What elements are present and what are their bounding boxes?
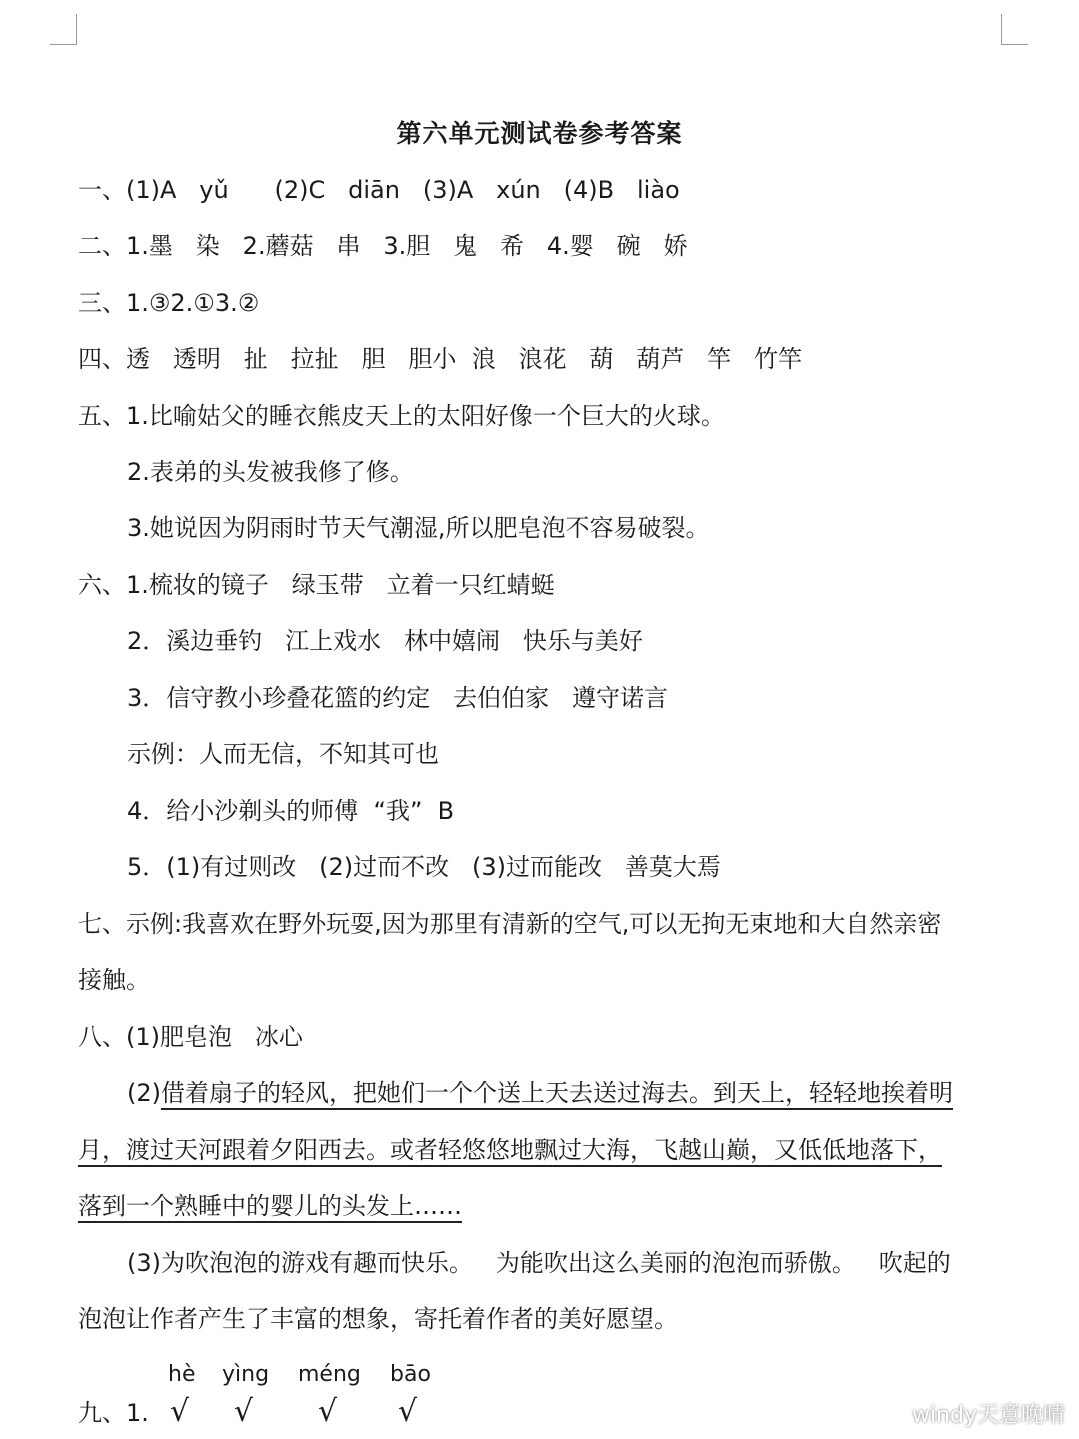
underlined-quote: 落到一个熟睡中的婴儿的头发上……	[78, 1192, 462, 1223]
answer-section-7-line-2: 接触。	[78, 966, 150, 994]
checkmark-icon: √	[398, 1394, 418, 1429]
watermark: windy天意晚晴	[911, 1403, 1065, 1428]
answer-section-8-item-2-line-2	[78, 1135, 942, 1165]
answer-section-9: 九、1.	[78, 1399, 149, 1427]
underlined-quote: 月，渡过天河跟着夕阳西去。或者轻悠悠地飘过大海，飞越山巅，又低低地落下，	[78, 1136, 942, 1167]
answer-section-8-item-3-line-1: (3)为吹泡泡的游戏有趣而快乐。 为能吹出这么美丽的泡泡而骄傲。 吹起的	[127, 1249, 951, 1277]
answer-section-6-item-2: 2．溪边垂钓 江上戏水 林中嬉闹 快乐与美好	[127, 627, 643, 655]
answer-section-4: 四、透 透明 扯 拉扯 胆 胆小 浪 浪花 葫 葫芦 竿 竹竿	[78, 345, 803, 373]
answer-section-5-item-1: 五、1.比喻姑父的睡衣熊皮天上的太阳好像一个巨大的火球。	[78, 402, 725, 430]
page-corner-mark	[1001, 14, 1028, 45]
answer-section-2: 二、1.墨 染 2.蘑菇 串 3.胆 鬼 希 4.婴 碗 娇	[78, 232, 688, 260]
answer-section-8-item-1: 八、(1)肥皂泡 冰心	[78, 1023, 303, 1051]
answer-section-3: 三、1.③2.①3.②	[78, 289, 260, 317]
item-number: (2)	[127, 1079, 161, 1107]
answer-section-8-item-2-line-1	[127, 1078, 953, 1108]
answer-section-8-item-3-line-2: 泡泡让作者产生了丰富的想象，寄托着作者的美好愿望。	[78, 1305, 678, 1333]
answer-section-5-item-3: 3.她说因为阴雨时节天气潮湿,所以肥皂泡不容易破裂。	[127, 514, 710, 542]
page-corner-mark	[50, 14, 77, 45]
answer-section-8-item-2-line-3	[78, 1191, 462, 1221]
pinyin-label: méng	[298, 1362, 361, 1387]
answer-section-1: 一、(1)A yǔ (2)C diān (3)A xún (4)B liào	[78, 176, 680, 204]
answer-section-6-item-4: 4．给小沙剃头的师傅 “我” B	[127, 797, 455, 825]
answer-section-6-example: 示例：人而无信，不知其可也	[127, 740, 439, 768]
answer-section-5-item-2: 2.表弟的头发被我修了修。	[127, 458, 414, 486]
answer-section-6-item-3: 3．信守教小珍叠花篮的约定 去伯伯家 遵守诺言	[127, 684, 669, 712]
page-title: 第六单元测试卷参考答案	[396, 119, 683, 148]
pinyin-label: hè	[168, 1362, 196, 1387]
answer-section-6-item-5: 5．(1)有过则改 (2)过而不改 (3)过而能改 善莫大焉	[127, 853, 721, 881]
checkmark-icon: √	[234, 1394, 254, 1429]
pinyin-label: bāo	[390, 1362, 431, 1387]
pinyin-label: yìng	[222, 1362, 270, 1387]
answer-section-6-item-1: 六、1.梳妆的镜子 绿玉带 立着一只红蜻蜓	[78, 571, 555, 599]
checkmark-icon: √	[170, 1394, 190, 1429]
underlined-quote: 借着扇子的轻风，把她们一个个送上天去送过海去。到天上，轻轻地挨着明	[161, 1079, 953, 1110]
checkmark-icon: √	[318, 1394, 338, 1429]
answer-section-7-line-1: 七、示例:我喜欢在野外玩耍,因为那里有清新的空气,可以无拘无束地和大自然亲密	[78, 910, 942, 938]
